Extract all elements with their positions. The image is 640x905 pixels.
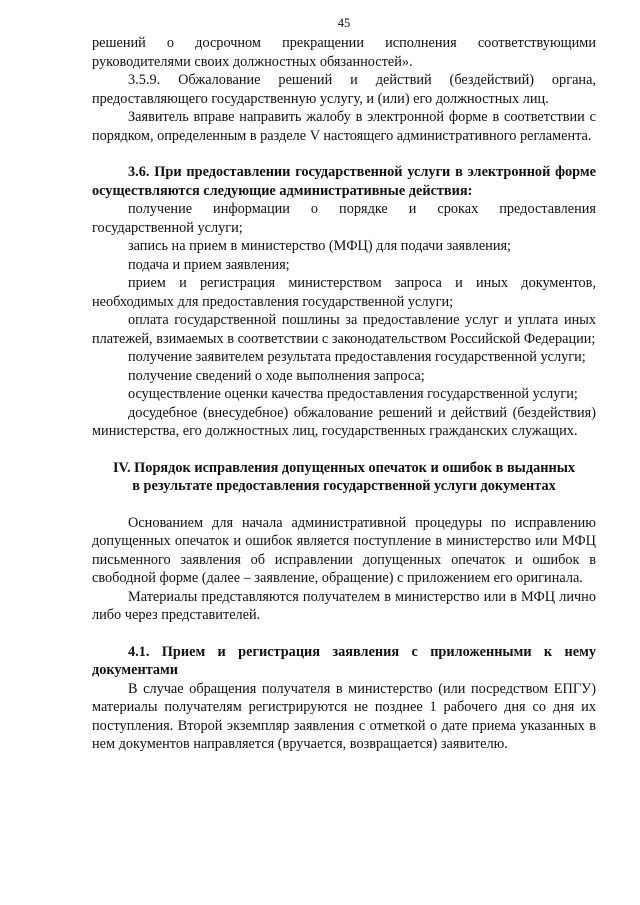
continuation-paragraph: решений о досрочном прекращении исполнения соответствующими руководителями своих должностных обязанностей».	[92, 35, 596, 70]
section-heading-iv-line-2: в результате предоставления государственной услуги документах	[132, 478, 556, 494]
spacer	[92, 441, 596, 459]
document-page	[92, 16, 596, 754]
list-item: досудебное (внесудебное) обжалование решений и действий (бездействия) министерства, его должностных лиц, государственных гражданских служащих.	[92, 404, 596, 439]
paragraph-registration: В случае обращения получателя в министерство (или посредством ЕПГУ) материалы получателям регистрируются не позднее 1 рабочего дня со дня их поступления. Второй экземпляр заявления с отметкой о дате приема указанных в нем документов направляется (вручается, возвращается) заявителю.	[92, 680, 596, 752]
section-heading-3-6: 3.6. При предоставлении государственной услуги в электронной форме осуществляются следующие административные действия:	[92, 164, 596, 199]
spacer	[92, 496, 596, 514]
list-item: получение заявителем результата предоставления государственной услуги;	[128, 349, 586, 365]
list-item: запись на прием в министерство (МФЦ) для подачи заявления;	[128, 238, 512, 254]
paragraph-materials: Материалы представляются получателем в министерство или в МФЦ лично либо через представителей.	[92, 588, 596, 623]
list-item: осуществление оценки качества предоставления государственной услуги;	[128, 386, 578, 402]
page-number: 45	[337, 16, 351, 30]
list-item: подача и прием заявления;	[128, 256, 290, 273]
list-item: прием и регистрация министерством запроса и иных документов, необходимых для предоставления государственной услуги;	[92, 275, 596, 310]
paragraph-basis: Основанием для начала административной процедуры по исправлению допущенных опечаток и ошибок является поступление в министерство или МФЦ письменного заявления об исправлении допущенных опечаток и ошибок в свободной форме (далее – заявление, обращение) с приложением его оригинала.	[92, 514, 596, 586]
list-item: получение сведений о ходе выполнения запроса;	[128, 367, 425, 384]
list-item: получение информации о порядке и сроках предоставления государственной услуги;	[92, 201, 596, 236]
list-item: оплата государственной пошлины за предоставление услуг и уплата иных платежей, взимаемых в соответствии с законодательством Российской Федерации;	[92, 312, 596, 347]
spacer	[92, 625, 596, 643]
section-heading-4-1: 4.1. Прием и регистрация заявления с приложенными к нему документами	[92, 643, 596, 678]
spacer	[92, 145, 596, 163]
paragraph-complaint: Заявитель вправе направить жалобу в электронной форме в соответствии с порядком, определенным в разделе V настоящего административного регламента.	[92, 109, 596, 144]
section-heading-iv-line-1: IV. Порядок исправления допущенных опечаток и ошибок в выданных	[112, 459, 576, 476]
paragraph-3-5-9: 3.5.9. Обжалование решений и действий (бездействий) органа, предоставляющего государственную услугу, и (или) его должностных лиц.	[92, 72, 596, 107]
